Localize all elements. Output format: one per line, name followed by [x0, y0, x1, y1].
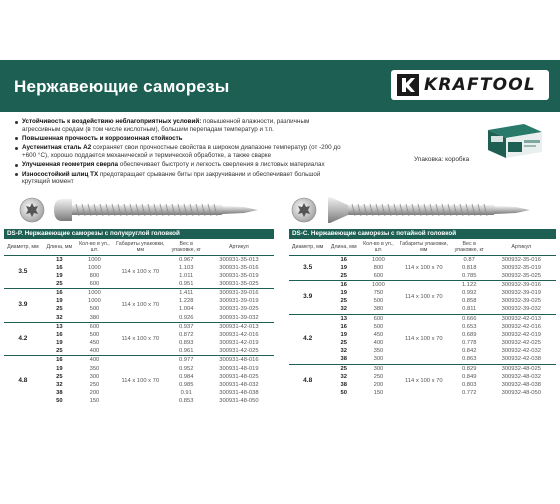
cell-weight: 0.961 [178, 348, 194, 355]
cell-article: 300932-39-032 [501, 306, 541, 313]
cell-length: 16 [56, 331, 63, 338]
cell-article: 300931-42-013 [204, 322, 274, 331]
cell-dimensions: 114 x 100 x 70 [405, 264, 443, 271]
cell-length: 16 [340, 323, 347, 330]
feature-text: предотвращает срывание биты при закручивании и обеспечивает большой крутящий момент [22, 170, 321, 186]
cell-quantity: 380 [89, 314, 100, 321]
header-article: Артикул [487, 239, 556, 255]
table-row [4, 356, 274, 365]
cell-quantity: 500 [89, 331, 100, 338]
packaging-box-image [480, 120, 548, 160]
cell-length: 16 [42, 289, 77, 298]
cell-length: 25 [56, 348, 63, 355]
cell-weight: 0.992 [461, 290, 477, 297]
header-quantity: Кол-во в уп., шт. [361, 239, 396, 255]
cell-quantity: 400 [77, 356, 112, 365]
cell-weight: 0.985 [178, 381, 194, 388]
cell-weight: 0.811 [462, 306, 477, 313]
feature-title: Повышенная прочность и коррозионная стойкость [22, 134, 183, 142]
cell-article: 300931-39-019 [219, 298, 259, 305]
table-row [289, 364, 556, 373]
header-dimensions: Габариты упаковки, мм [112, 239, 169, 255]
cell-length: 19 [56, 298, 63, 305]
cell-diameter: 3.5 [303, 263, 313, 271]
cell-quantity: 150 [89, 398, 100, 405]
feature-title: Улучшенная геометрия сверла [22, 161, 119, 169]
feature-list [14, 118, 344, 188]
cell-article: 300931-35-019 [219, 272, 259, 279]
cell-weight: 0.937 [169, 322, 204, 331]
cell-weight: 1.411 [169, 289, 204, 298]
cell-weight: 0.967 [178, 256, 194, 263]
cell-quantity: 150 [373, 390, 384, 396]
header-weight: Вес в упаковке, кг [169, 239, 204, 255]
cell-article: 300932-39-025 [501, 298, 541, 305]
cell-article: 300932-39-016 [487, 280, 556, 289]
cell-article: 300931-48-050 [219, 398, 259, 405]
pan-head-screw-image [18, 193, 278, 227]
cell-weight: 0.849 [461, 373, 477, 380]
cell-quantity: 350 [373, 348, 384, 355]
header-quantity: Кол-во в уп., шт. [77, 239, 112, 255]
cell-article: 300932-35-019 [501, 264, 541, 271]
cell-length: 13 [56, 256, 63, 263]
cell-length: 25 [56, 306, 63, 313]
cell-length: 38 [56, 390, 63, 396]
cell-quantity: 400 [89, 348, 100, 355]
table-row [289, 314, 556, 323]
cell-weight: 1.122 [452, 280, 487, 289]
cell-article: 300931-48-032 [219, 381, 259, 388]
packaging-label: Упаковка: коробка [414, 156, 470, 163]
cell-length: 19 [56, 365, 63, 372]
cell-quantity: 250 [373, 373, 384, 380]
cell-diameter: 4.8 [4, 356, 42, 405]
cell-quantity: 300 [89, 373, 100, 380]
cell-quantity: 600 [77, 322, 112, 331]
table-caption: DS-C. Нержавеющие саморезы с потайной головкой [289, 229, 556, 239]
cell-length: 13 [42, 322, 77, 331]
cell-weight: 0.772 [461, 390, 477, 396]
header-diameter: Диаметр, мм [289, 239, 326, 255]
cell-article: 300931-48-016 [204, 356, 274, 365]
header-diameter: Диаметр, мм [4, 239, 42, 255]
cell-article: 300931-42-019 [219, 340, 259, 347]
cell-weight: 0.951 [178, 280, 194, 287]
cell-quantity: 1000 [87, 264, 101, 271]
cell-length: 32 [56, 314, 63, 321]
cell-dimensions: 114 x 100 x 70 [112, 289, 169, 323]
cell-weight: 0.853 [178, 398, 194, 405]
cell-length: 16 [326, 280, 361, 289]
cell-weight: 0.926 [178, 314, 194, 321]
cell-quantity: 750 [373, 290, 384, 297]
cell-weight: 0.785 [461, 272, 477, 279]
spec-table [289, 239, 556, 397]
header-length: Длина, мм [42, 239, 77, 255]
cell-length: 19 [340, 331, 347, 338]
cell-dimensions: 114 x 100 x 70 [121, 268, 160, 275]
cell-weight: 0.977 [169, 356, 204, 365]
cell-length: 25 [340, 272, 347, 279]
cell-weight: 0.872 [178, 331, 194, 338]
cell-length: 19 [56, 340, 63, 347]
cell-diameter: 3.9 [4, 289, 42, 323]
feature-item [14, 161, 344, 169]
cell-quantity: 450 [89, 340, 100, 347]
cell-quantity: 1000 [77, 289, 112, 298]
header-weight: Вес в упаковке, кг [452, 239, 487, 255]
feature-text: сохраняет свои прочностные свойства в широком диапазоне температур (от -200 до +600 °С), хорошо поддается механической и термической обработке, а также сварке [22, 144, 341, 159]
cell-quantity: 1000 [87, 298, 101, 305]
cell-weight: 0.653 [461, 323, 477, 330]
cell-weight: 1.011 [179, 272, 194, 279]
countersunk-screw-image [290, 193, 552, 227]
cell-dimensions: 114 x 100 x 70 [112, 356, 169, 405]
cell-length: 19 [340, 264, 347, 271]
cell-weight: 0.778 [461, 340, 477, 347]
brand-logo [391, 70, 549, 100]
cell-dimensions: 114 x 100 x 70 [396, 314, 452, 364]
cell-length: 32 [56, 381, 63, 388]
cell-weight: 0.858 [461, 298, 477, 305]
feature-item [14, 135, 344, 143]
cell-article: 300931-35-016 [219, 264, 259, 271]
cell-quantity: 1000 [371, 256, 385, 263]
feature-title: Аустенитная сталь А2 [22, 144, 92, 152]
cell-weight: 1.004 [178, 306, 194, 313]
cell-article: 300931-35-025 [219, 280, 259, 287]
header-band [0, 60, 560, 112]
cell-quantity: 800 [89, 272, 100, 279]
feature-text: повышенной влажности, различным агрессивным средам (в том числе кислотным), большим перепадам температур и т.п. [22, 118, 310, 133]
cell-article: 300931-42-025 [219, 348, 259, 355]
cell-dimensions: 114 x 100 x 70 [396, 364, 452, 397]
cell-length: 25 [326, 364, 361, 373]
feature-item [14, 118, 344, 133]
cell-length: 16 [56, 264, 63, 271]
spec-table [4, 239, 274, 405]
cell-article: 300932-42-019 [501, 331, 541, 338]
feature-title: Устойчивость к воздействию неблагоприятных условий: [22, 118, 202, 125]
cell-article: 300931-48-025 [219, 373, 259, 380]
cell-length: 25 [340, 340, 347, 347]
cell-quantity: 400 [373, 340, 384, 347]
cell-article: 300932-42-038 [501, 356, 541, 363]
cell-diameter: 3.9 [289, 280, 326, 314]
cell-article: 300932-48-032 [501, 373, 541, 380]
cell-quantity: 300 [373, 356, 384, 363]
logo-wordmark: KRAFTOOL [424, 75, 536, 95]
cell-quantity: 200 [89, 390, 100, 396]
page-title: Нержавеющие саморезы [14, 77, 230, 96]
cell-quantity: 200 [373, 381, 384, 388]
table-row [289, 280, 556, 289]
feature-item [14, 144, 344, 159]
cell-length: 38 [340, 381, 347, 388]
cell-quantity: 600 [89, 280, 100, 287]
cell-article: 300931-48-038 [219, 390, 259, 396]
cell-length: 50 [340, 390, 347, 396]
cell-article: 300932-39-019 [501, 290, 541, 297]
cell-weight: 0.842 [461, 348, 477, 355]
cell-length: 16 [42, 356, 77, 365]
cell-length: 32 [340, 306, 347, 313]
cell-article: 300931-48-019 [219, 365, 259, 372]
cell-weight: 0.818 [461, 264, 477, 271]
cell-quantity: 1000 [361, 280, 396, 289]
cell-quantity: 300 [361, 364, 396, 373]
cell-article: 300932-35-016 [501, 256, 541, 263]
cell-diameter: 3.5 [18, 267, 28, 275]
cell-article: 300931-39-025 [219, 306, 259, 313]
cell-weight: 0.863 [461, 356, 477, 363]
cell-length: 19 [340, 290, 347, 297]
table-ds-p [4, 229, 274, 405]
cell-length: 25 [340, 298, 347, 305]
cell-length: 38 [340, 356, 347, 363]
cell-article: 300932-42-016 [501, 323, 541, 330]
cell-quantity: 500 [373, 298, 384, 305]
cell-weight: 0.829 [452, 364, 487, 373]
cell-article: 300932-42-032 [501, 348, 541, 355]
cell-weight: 0.803 [461, 381, 477, 388]
cell-weight: 0.87 [463, 256, 475, 263]
cell-weight: 0.893 [178, 340, 194, 347]
cell-weight: 0.91 [180, 390, 192, 396]
feature-item [14, 171, 344, 186]
cell-quantity: 600 [361, 314, 396, 323]
cell-length: 25 [56, 280, 63, 287]
table-ds-c [289, 229, 556, 397]
cell-quantity: 380 [373, 306, 384, 313]
cell-length: 25 [56, 373, 63, 380]
cell-dimensions: 114 x 100 x 70 [396, 280, 452, 314]
cell-weight: 0.984 [178, 373, 194, 380]
cell-quantity: 1000 [87, 256, 101, 263]
cell-diameter: 4.2 [289, 314, 326, 364]
cell-article: 300931-39-032 [219, 314, 259, 321]
cell-diameter: 4.2 [4, 322, 42, 356]
cell-length: 16 [340, 256, 347, 263]
cell-weight: 0.952 [178, 365, 194, 372]
cell-length: 13 [326, 314, 361, 323]
table-row [4, 322, 274, 331]
cell-quantity: 800 [373, 264, 384, 271]
cell-length: 32 [340, 373, 347, 380]
cell-weight: 1.103 [178, 264, 194, 271]
table-caption: DS-P. Нержавеющие саморезы с полукруглой головкой [4, 229, 274, 239]
cell-article: 300932-48-038 [501, 381, 541, 388]
cell-length: 50 [56, 398, 63, 405]
cell-weight: 0.666 [452, 314, 487, 323]
cell-quantity: 600 [373, 272, 384, 279]
cell-dimensions: 114 x 100 x 70 [112, 322, 169, 356]
feature-text: обеспечивает быстроту и легкость сверления в листовых материалах [118, 161, 325, 169]
cell-length: 19 [56, 272, 63, 279]
cell-weight: 0.689 [461, 331, 477, 338]
cell-article: 300932-48-025 [487, 364, 556, 373]
header-dimensions: Габариты упаковки, мм [396, 239, 452, 255]
feature-title: Износостойкий шлиц TX [22, 170, 99, 178]
cell-quantity: 250 [89, 381, 100, 388]
kraftool-logo-icon [397, 74, 419, 96]
cell-quantity: 350 [89, 365, 100, 372]
cell-article: 300931-35-013 [219, 256, 259, 263]
cell-article: 300932-42-025 [501, 340, 541, 347]
header-article: Артикул [204, 239, 274, 255]
cell-article: 300932-35-025 [501, 272, 541, 279]
cell-quantity: 500 [89, 306, 100, 313]
cell-quantity: 500 [373, 323, 384, 330]
cell-article: 300932-42-013 [487, 314, 556, 323]
table-row [289, 255, 556, 264]
header-length: Длина, мм [326, 239, 361, 255]
cell-diameter: 4.8 [289, 364, 326, 397]
cell-quantity: 450 [373, 331, 384, 338]
table-row [4, 255, 274, 264]
cell-weight: 1.228 [178, 298, 194, 305]
cell-article: 300932-48-050 [501, 390, 541, 396]
table-row [4, 289, 274, 298]
cell-length: 32 [340, 348, 347, 355]
cell-article: 300931-39-016 [204, 289, 274, 298]
cell-article: 300931-42-016 [219, 331, 259, 338]
